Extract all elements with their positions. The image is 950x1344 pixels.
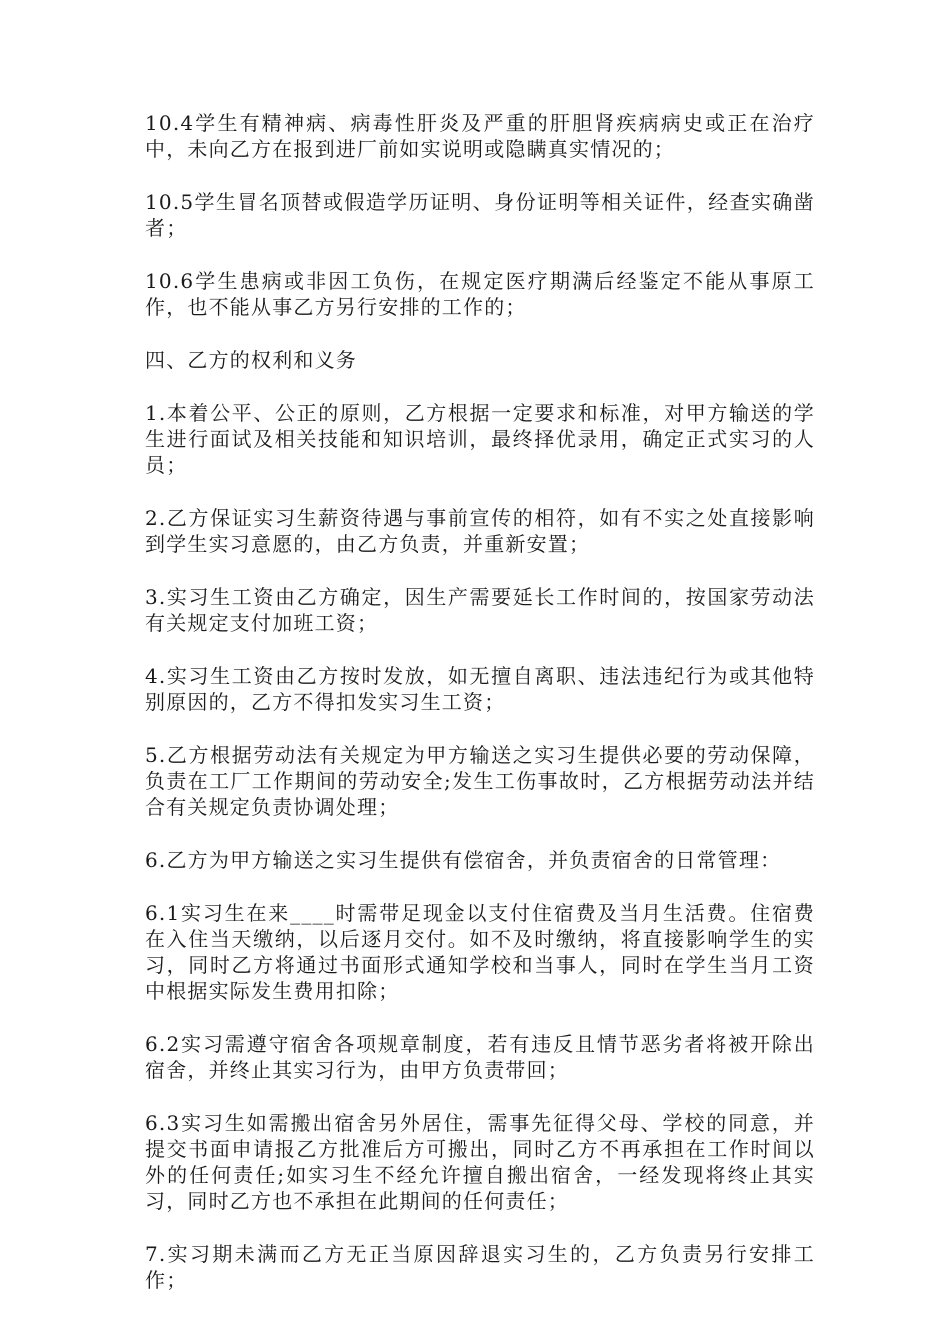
clause-5: 5.乙方根据劳动法有关规定为甲方输送之实习生提供必要的劳动保障，负责在工厂工作期间的劳动安全;发生工伤事故时，乙方根据劳动法并结合有关规定负责协调处理； (145, 743, 815, 819)
clause-3: 3.实习生工资由乙方确定，因生产需要延长工作时间的，按国家劳动法有关规定支付加班工资； (145, 585, 815, 635)
clause-6-2: 6.2实习需遵守宿舍各项规章制度，若有违反且情节恶劣者将被开除出宿舍，并终止其实习行为，由甲方负责带回； (145, 1032, 815, 1082)
clause-10-6: 10.6学生患病或非因工负伤，在规定医疗期满后经鉴定不能从事原工作，也不能从事乙方另行安排的工作的； (145, 269, 815, 319)
clause-1: 1.本着公平、公正的原则，乙方根据一定要求和标准，对甲方输送的学生进行面试及相关技能和知识培训，最终择优录用，确定正式实习的人员； (145, 401, 815, 477)
clause-10-5: 10.5学生冒名顶替或假造学历证明、身份证明等相关证件，经查实确凿者； (145, 190, 815, 240)
clause-6-1: 6.1实习生在来____时需带足现金以支付住宿费及当月生活费。住宿费在入住当天缴纳，以后逐月交付。如不及时缴纳，将直接影响学生的实习，同时乙方将通过书面形式通知学校和当事人，同时在学生当月工资中根据实际发生费用扣除； (145, 901, 815, 1003)
clause-10-4: 10.4学生有精神病、病毒性肝炎及严重的肝胆肾疾病病史或正在治疗中，未向乙方在报到进厂前如实说明或隐瞒真实情况的； (145, 111, 815, 161)
clause-6-3: 6.3实习生如需搬出宿舍另外居住，需事先征得父母、学校的同意，并提交书面申请报乙方批准后方可搬出，同时乙方不再承担在工作时间以外的任何责任;如实习生不经允许擅自搬出宿舍，一经发现将终止其实习，同时乙方也不承担在此期间的任何责任； (145, 1111, 815, 1213)
clause-7: 7.实习期未满而乙方无正当原因辞退实习生的，乙方负责另行安排工作； (145, 1242, 815, 1292)
clause-2: 2.乙方保证实习生薪资待遇与事前宣传的相符，如有不实之处直接影响到学生实习意愿的，由乙方负责，并重新安置； (145, 506, 815, 556)
section-heading: 四、乙方的权利和义务 (145, 348, 357, 372)
clause-4: 4.实习生工资由乙方按时发放，如无擅自离职、违法违纪行为或其他特别原因的，乙方不得扣发实习生工资； (145, 664, 815, 714)
clause-6: 6.乙方为甲方输送之实习生提供有偿宿舍，并负责宿舍的日常管理： (145, 848, 782, 872)
document-body (145, 110, 815, 1320)
